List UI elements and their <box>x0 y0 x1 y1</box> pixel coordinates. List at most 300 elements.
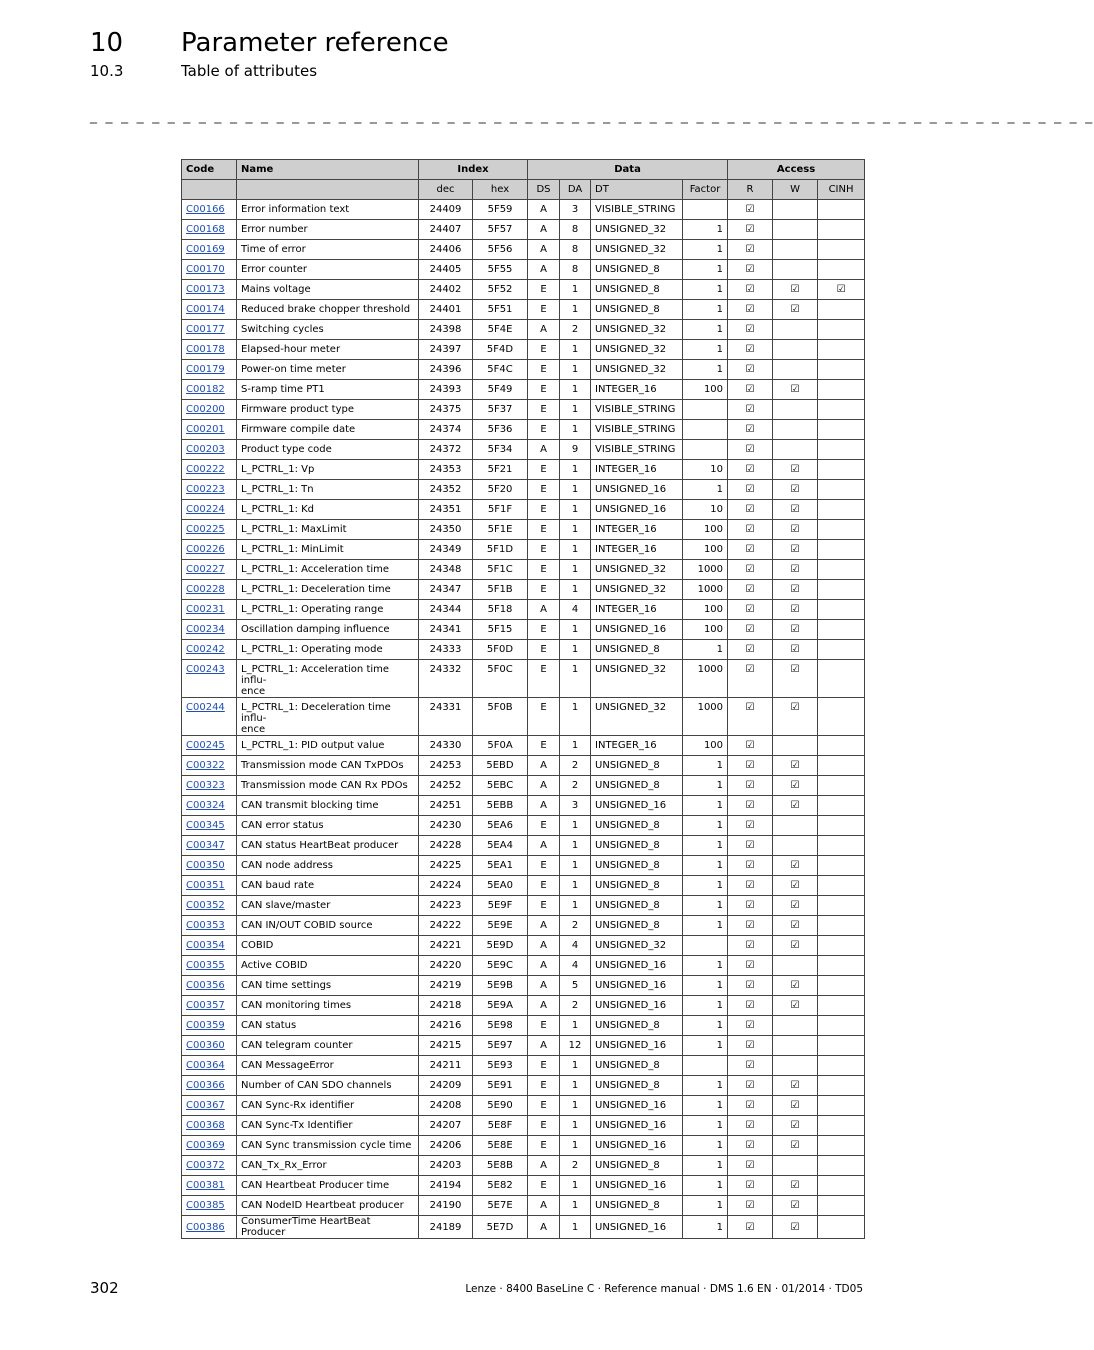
data-da: 1 <box>560 620 591 640</box>
access-w <box>773 360 818 380</box>
access-cinh <box>818 796 865 816</box>
param-code-link[interactable]: C00386 <box>186 1221 225 1233</box>
data-factor: 1 <box>683 1036 728 1056</box>
access-cinh <box>818 340 865 360</box>
index-dec: 24397 <box>419 340 473 360</box>
param-code-link[interactable]: C00367 <box>186 1100 225 1111</box>
data-da: 1 <box>560 420 591 440</box>
data-ds: E <box>528 280 560 300</box>
param-code-link[interactable]: C00168 <box>186 224 225 235</box>
param-code-link[interactable]: C00324 <box>186 800 225 811</box>
access-cinh <box>818 856 865 876</box>
access-cinh <box>818 736 865 756</box>
data-dt: UNSIGNED_16 <box>591 1216 683 1239</box>
param-code-link[interactable]: C00244 <box>186 702 225 713</box>
data-da: 1 <box>560 560 591 580</box>
index-hex: 5F1F <box>473 500 528 520</box>
param-code-link[interactable]: C00359 <box>186 1020 225 1031</box>
data-dt: UNSIGNED_8 <box>591 260 683 280</box>
table-row <box>182 620 865 640</box>
index-hex: 5F55 <box>473 260 528 280</box>
data-ds: E <box>528 1056 560 1076</box>
param-code-link[interactable]: C00234 <box>186 624 225 635</box>
data-dt: UNSIGNED_8 <box>591 816 683 836</box>
param-code-link[interactable]: C00200 <box>186 404 225 415</box>
access-w: ☑ <box>773 1216 818 1239</box>
param-code-link[interactable]: C00170 <box>186 264 225 275</box>
data-da: 3 <box>560 200 591 220</box>
index-dec: 24208 <box>419 1096 473 1116</box>
access-cinh <box>818 956 865 976</box>
data-factor: 1 <box>683 1076 728 1096</box>
data-da: 1 <box>560 460 591 480</box>
access-r: ☑ <box>728 698 773 736</box>
code-cell <box>182 260 237 280</box>
index-hex: 5E91 <box>473 1076 528 1096</box>
table-row <box>182 220 865 240</box>
index-dec: 24216 <box>419 1016 473 1036</box>
data-factor <box>683 440 728 460</box>
index-dec: 24402 <box>419 280 473 300</box>
code-cell <box>182 380 237 400</box>
data-factor: 1 <box>683 956 728 976</box>
col-code-header: Code <box>182 160 237 180</box>
code-cell <box>182 856 237 876</box>
index-dec: 24353 <box>419 460 473 480</box>
data-ds: E <box>528 540 560 560</box>
param-name: CAN Sync-Rx identifier <box>237 1096 419 1116</box>
data-dt: INTEGER_16 <box>591 540 683 560</box>
data-da: 1 <box>560 360 591 380</box>
param-code-link[interactable]: C00355 <box>186 960 225 971</box>
param-code-link[interactable]: C00231 <box>186 604 225 615</box>
param-code-link[interactable]: C00366 <box>186 1080 225 1091</box>
access-w: ☑ <box>773 600 818 620</box>
access-w <box>773 1056 818 1076</box>
data-ds: A <box>528 1216 560 1239</box>
data-da: 1 <box>560 1116 591 1136</box>
data-ds: E <box>528 520 560 540</box>
table-row <box>182 600 865 620</box>
data-dt: UNSIGNED_8 <box>591 280 683 300</box>
col-name-header: Name <box>237 160 419 180</box>
data-ds: A <box>528 936 560 956</box>
access-r: ☑ <box>728 460 773 480</box>
access-r: ☑ <box>728 520 773 540</box>
data-dt: UNSIGNED_32 <box>591 698 683 736</box>
access-w <box>773 220 818 240</box>
code-cell <box>182 500 237 520</box>
access-w: ☑ <box>773 1116 818 1136</box>
access-r: ☑ <box>728 996 773 1016</box>
param-code-link[interactable]: C00322 <box>186 760 225 771</box>
param-code-link[interactable]: C00242 <box>186 644 225 655</box>
param-name: Firmware product type <box>237 400 419 420</box>
data-dt: VISIBLE_STRING <box>591 420 683 440</box>
param-code-link[interactable]: C00354 <box>186 940 225 951</box>
data-ds: A <box>528 220 560 240</box>
table-row <box>182 956 865 976</box>
access-w <box>773 200 818 220</box>
param-code-link[interactable]: C00323 <box>186 780 225 791</box>
data-dt: UNSIGNED_32 <box>591 320 683 340</box>
access-cinh <box>818 500 865 520</box>
col-index-header: Index <box>419 160 528 180</box>
code-cell <box>182 460 237 480</box>
table-row <box>182 580 865 600</box>
param-code-link[interactable]: C00372 <box>186 1160 225 1171</box>
access-cinh <box>818 936 865 956</box>
data-dt: UNSIGNED_32 <box>591 240 683 260</box>
code-cell <box>182 876 237 896</box>
data-dt: UNSIGNED_8 <box>591 776 683 796</box>
data-da: 2 <box>560 1156 591 1176</box>
code-cell <box>182 480 237 500</box>
data-da: 1 <box>560 660 591 698</box>
param-code-link[interactable]: C00350 <box>186 860 225 871</box>
access-w <box>773 240 818 260</box>
index-hex: 5EA1 <box>473 856 528 876</box>
data-factor: 1 <box>683 856 728 876</box>
index-hex: 5E9C <box>473 956 528 976</box>
data-dt: UNSIGNED_16 <box>591 956 683 976</box>
data-da: 1 <box>560 1136 591 1156</box>
param-code-link[interactable]: C00224 <box>186 504 225 515</box>
code-cell <box>182 1076 237 1096</box>
data-ds: A <box>528 756 560 776</box>
table-row <box>182 736 865 756</box>
access-r: ☑ <box>728 220 773 240</box>
index-hex: 5EBC <box>473 776 528 796</box>
access-w: ☑ <box>773 698 818 736</box>
index-dec: 24405 <box>419 260 473 280</box>
index-hex: 5E9F <box>473 896 528 916</box>
table-row <box>182 380 865 400</box>
param-code-link[interactable]: C00203 <box>186 444 225 455</box>
table-row <box>182 500 865 520</box>
code-cell <box>182 776 237 796</box>
param-code-link[interactable]: C00368 <box>186 1120 225 1131</box>
param-code-link[interactable]: C00345 <box>186 820 225 831</box>
code-cell <box>182 560 237 580</box>
index-dec: 24341 <box>419 620 473 640</box>
col-dt-header: DT <box>591 180 683 200</box>
data-da: 4 <box>560 600 591 620</box>
access-w: ☑ <box>773 1096 818 1116</box>
param-code-link[interactable]: C00347 <box>186 840 225 851</box>
param-name: L_PCTRL_1: Deceleration time influ- ence <box>237 698 419 736</box>
access-w: ☑ <box>773 520 818 540</box>
table-row <box>182 976 865 996</box>
access-cinh <box>818 896 865 916</box>
param-name: CAN telegram counter <box>237 1036 419 1056</box>
index-dec: 24194 <box>419 1176 473 1196</box>
data-ds: E <box>528 380 560 400</box>
data-da: 1 <box>560 500 591 520</box>
param-code-link[interactable]: C00177 <box>186 324 225 335</box>
access-w: ☑ <box>773 896 818 916</box>
param-name: Reduced brake chopper threshold <box>237 300 419 320</box>
param-code-link[interactable]: C00356 <box>186 980 225 991</box>
param-code-link[interactable]: C00225 <box>186 524 225 535</box>
access-cinh <box>818 1196 865 1216</box>
data-da: 1 <box>560 1056 591 1076</box>
data-da: 1 <box>560 520 591 540</box>
data-factor: 1 <box>683 340 728 360</box>
data-dt: UNSIGNED_8 <box>591 916 683 936</box>
data-dt: UNSIGNED_8 <box>591 876 683 896</box>
table-row <box>182 816 865 836</box>
data-dt: UNSIGNED_16 <box>591 1116 683 1136</box>
data-dt: UNSIGNED_8 <box>591 300 683 320</box>
param-code-link[interactable]: C00353 <box>186 920 225 931</box>
param-code-link[interactable]: C00227 <box>186 564 225 575</box>
index-hex: 5F4E <box>473 320 528 340</box>
data-da: 2 <box>560 756 591 776</box>
data-ds: E <box>528 736 560 756</box>
access-r: ☑ <box>728 1036 773 1056</box>
data-dt: UNSIGNED_16 <box>591 976 683 996</box>
code-cell <box>182 1056 237 1076</box>
data-ds: A <box>528 1196 560 1216</box>
data-factor: 100 <box>683 380 728 400</box>
access-r: ☑ <box>728 400 773 420</box>
param-name: Number of CAN SDO channels <box>237 1076 419 1096</box>
data-factor: 1 <box>683 320 728 340</box>
table-body <box>182 200 865 1239</box>
param-code-link[interactable]: C00223 <box>186 484 225 495</box>
code-cell <box>182 200 237 220</box>
index-dec: 24220 <box>419 956 473 976</box>
access-r: ☑ <box>728 916 773 936</box>
code-cell <box>182 540 237 560</box>
access-w: ☑ <box>773 300 818 320</box>
index-hex: 5F0C <box>473 660 528 698</box>
access-w: ☑ <box>773 1176 818 1196</box>
param-code-link[interactable]: C00182 <box>186 384 225 395</box>
index-dec: 24409 <box>419 200 473 220</box>
data-factor: 1 <box>683 996 728 1016</box>
code-cell <box>182 280 237 300</box>
param-name: CAN baud rate <box>237 876 419 896</box>
access-cinh <box>818 200 865 220</box>
data-factor: 1 <box>683 1216 728 1239</box>
param-code-link[interactable]: C00381 <box>186 1180 225 1191</box>
param-code-link[interactable]: C00357 <box>186 1000 225 1011</box>
data-factor: 10 <box>683 460 728 480</box>
param-name: CAN MessageError <box>237 1056 419 1076</box>
access-w: ☑ <box>773 560 818 580</box>
param-code-link[interactable]: C00173 <box>186 284 225 295</box>
table-row <box>182 320 865 340</box>
access-r: ☑ <box>728 480 773 500</box>
data-ds: E <box>528 896 560 916</box>
access-w: ☑ <box>773 660 818 698</box>
access-cinh <box>818 620 865 640</box>
data-dt: UNSIGNED_32 <box>591 580 683 600</box>
table-row <box>182 996 865 1016</box>
access-r: ☑ <box>728 1176 773 1196</box>
data-ds: A <box>528 916 560 936</box>
index-hex: 5F37 <box>473 400 528 420</box>
index-hex: 5F4D <box>473 340 528 360</box>
access-r: ☑ <box>728 280 773 300</box>
code-cell <box>182 360 237 380</box>
param-name: CAN transmit blocking time <box>237 796 419 816</box>
access-r: ☑ <box>728 600 773 620</box>
index-hex: 5E9E <box>473 916 528 936</box>
param-code-link[interactable]: C00369 <box>186 1140 225 1151</box>
index-hex: 5F49 <box>473 380 528 400</box>
param-name: L_PCTRL_1: Acceleration time <box>237 560 419 580</box>
index-hex: 5F52 <box>473 280 528 300</box>
param-code-link[interactable]: C00352 <box>186 900 225 911</box>
access-r: ☑ <box>728 240 773 260</box>
data-factor: 1 <box>683 1156 728 1176</box>
param-name: Mains voltage <box>237 280 419 300</box>
access-cinh <box>818 1036 865 1056</box>
code-cell <box>182 736 237 756</box>
data-ds: E <box>528 856 560 876</box>
param-code-link[interactable]: C00385 <box>186 1200 225 1211</box>
table-row <box>182 1056 865 1076</box>
table-row <box>182 400 865 420</box>
table-row <box>182 1096 865 1116</box>
table-row <box>182 1216 865 1239</box>
code-cell <box>182 300 237 320</box>
param-code-link[interactable]: C00364 <box>186 1060 225 1071</box>
access-r: ☑ <box>728 796 773 816</box>
param-name: L_PCTRL_1: Operating mode <box>237 640 419 660</box>
param-code-link[interactable]: C00169 <box>186 244 225 255</box>
data-factor: 100 <box>683 600 728 620</box>
param-code-link[interactable]: C00166 <box>186 204 225 215</box>
col-access-header: Access <box>728 160 865 180</box>
data-dt: UNSIGNED_8 <box>591 756 683 776</box>
access-w: ☑ <box>773 380 818 400</box>
param-name: CAN Heartbeat Producer time <box>237 1176 419 1196</box>
access-cinh <box>818 996 865 1016</box>
index-dec: 24349 <box>419 540 473 560</box>
access-cinh <box>818 260 865 280</box>
code-cell <box>182 580 237 600</box>
index-dec: 24228 <box>419 836 473 856</box>
index-hex: 5E8E <box>473 1136 528 1156</box>
code-cell <box>182 1156 237 1176</box>
access-r: ☑ <box>728 1116 773 1136</box>
data-factor: 1 <box>683 916 728 936</box>
code-cell <box>182 220 237 240</box>
table-row <box>182 896 865 916</box>
param-code-link[interactable]: C00179 <box>186 364 225 375</box>
col-name-sub <box>237 180 419 200</box>
param-name: L_PCTRL_1: Operating range <box>237 600 419 620</box>
access-w: ☑ <box>773 776 818 796</box>
param-code-link[interactable]: C00226 <box>186 544 225 555</box>
access-r: ☑ <box>728 1016 773 1036</box>
param-code-link[interactable]: C00360 <box>186 1040 225 1051</box>
col-da-header: DA <box>560 180 591 200</box>
data-dt: UNSIGNED_8 <box>591 836 683 856</box>
access-cinh <box>818 440 865 460</box>
param-code-link[interactable]: C00228 <box>186 584 225 595</box>
access-cinh <box>818 320 865 340</box>
data-dt: UNSIGNED_16 <box>591 1096 683 1116</box>
attributes-table <box>181 159 865 1239</box>
access-w: ☑ <box>773 580 818 600</box>
access-cinh <box>818 600 865 620</box>
access-cinh <box>818 240 865 260</box>
data-da: 1 <box>560 856 591 876</box>
param-name: CAN time settings <box>237 976 419 996</box>
access-r: ☑ <box>728 500 773 520</box>
access-cinh <box>818 220 865 240</box>
param-name: ConsumerTime HeartBeat Producer <box>237 1216 419 1239</box>
code-cell <box>182 620 237 640</box>
param-code-link[interactable]: C00243 <box>186 664 225 675</box>
data-factor: 1 <box>683 1136 728 1156</box>
index-hex: 5EA4 <box>473 836 528 856</box>
data-dt: UNSIGNED_8 <box>591 640 683 660</box>
table-row <box>182 776 865 796</box>
data-factor: 1 <box>683 280 728 300</box>
data-dt: UNSIGNED_8 <box>591 1016 683 1036</box>
index-hex: 5E9B <box>473 976 528 996</box>
index-dec: 24331 <box>419 698 473 736</box>
access-cinh <box>818 756 865 776</box>
data-factor: 1 <box>683 1096 728 1116</box>
access-r: ☑ <box>728 320 773 340</box>
index-dec: 24344 <box>419 600 473 620</box>
param-code-link[interactable]: C00201 <box>186 424 225 435</box>
param-code-link[interactable]: C00351 <box>186 880 225 891</box>
data-dt: UNSIGNED_8 <box>591 856 683 876</box>
access-cinh <box>818 300 865 320</box>
param-code-link[interactable]: C00222 <box>186 464 225 475</box>
table-subheader-row <box>182 180 865 200</box>
data-da: 5 <box>560 976 591 996</box>
access-cinh <box>818 1076 865 1096</box>
data-dt: VISIBLE_STRING <box>591 200 683 220</box>
data-da: 9 <box>560 440 591 460</box>
document-info: Lenze · 8400 BaseLine C · Reference manual · DMS 1.6 EN · 01/2014 · TD05 <box>465 1283 863 1295</box>
data-ds: E <box>528 500 560 520</box>
table-row <box>182 240 865 260</box>
access-w <box>773 836 818 856</box>
access-w: ☑ <box>773 856 818 876</box>
col-dec-header: dec <box>419 180 473 200</box>
table-row <box>182 460 865 480</box>
index-hex: 5E8F <box>473 1116 528 1136</box>
index-hex: 5F1E <box>473 520 528 540</box>
access-cinh <box>818 380 865 400</box>
param-code-link[interactable]: C00174 <box>186 304 225 315</box>
access-w <box>773 440 818 460</box>
data-factor <box>683 200 728 220</box>
access-cinh <box>818 580 865 600</box>
code-cell <box>182 520 237 540</box>
param-code-link[interactable]: C00178 <box>186 344 225 355</box>
code-cell <box>182 996 237 1016</box>
index-dec: 24209 <box>419 1076 473 1096</box>
code-cell <box>182 1096 237 1116</box>
access-w: ☑ <box>773 756 818 776</box>
param-name: Product type code <box>237 440 419 460</box>
param-code-link[interactable]: C00245 <box>186 740 225 751</box>
data-ds: E <box>528 1016 560 1036</box>
param-name: CAN slave/master <box>237 896 419 916</box>
index-dec: 24330 <box>419 736 473 756</box>
